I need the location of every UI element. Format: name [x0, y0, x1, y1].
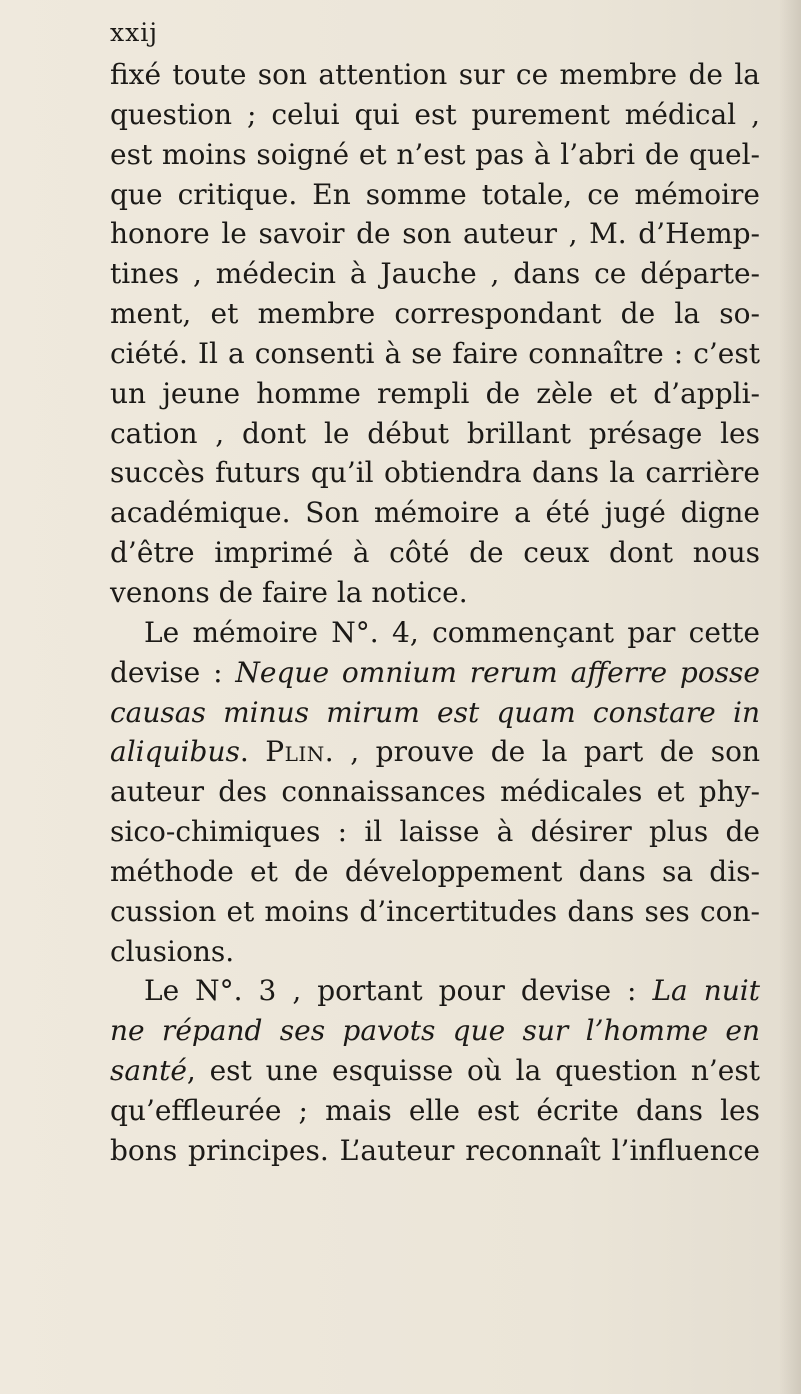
text-line: succès futurs qu’il obtiendra dans la carrière: [110, 456, 760, 490]
text-line: un jeune homme rempli de zèle et d’appli-: [110, 376, 760, 410]
text-line: d’être imprimé à côté de ceux dont nous: [110, 536, 760, 570]
text-line: aliquibus. Plin. , prouve de la part de son: [110, 735, 760, 769]
french-motto: La nuit: [652, 974, 761, 1008]
text-line: Le mémoire N°. 4, commençant par cette: [144, 615, 760, 649]
text-line: ciété. Il a consenti à se faire connaître : c’est: [110, 336, 760, 370]
french-motto-line: ne répand ses pavots que sur l’homme en: [110, 1014, 760, 1048]
french-motto: santé: [110, 1054, 187, 1088]
text-line: cussion et moins d’incertitudes dans ses con-: [110, 894, 760, 928]
text-line: auteur des connaissances médicales et phy-: [110, 775, 760, 809]
text-line: venons de faire la notice.: [110, 575, 468, 609]
page-edge-shadow: [779, 0, 801, 1394]
text-line: Le N°. 3 , portant pour devise : La nuit: [144, 974, 761, 1008]
author-citation: Plin: [265, 735, 325, 769]
text-line: est moins soigné et n’est pas à l’abri de quel-: [110, 137, 760, 171]
text-line: devise : Neque omnium rerum afferre posse: [110, 655, 760, 689]
latin-motto: aliquibus: [110, 735, 240, 769]
text-line: académique. Son mémoire a été jugé digne: [110, 496, 760, 530]
text-line: clusions.: [110, 934, 235, 968]
text-line: que critique. En somme totale, ce mémoire: [110, 177, 760, 211]
text-line: question ; celui qui est purement médical ,: [110, 97, 760, 131]
text-line: sico-chimiques : il laisse à désirer plus de: [110, 815, 760, 849]
text-line: tines , médecin à Jauche , dans ce départe-: [110, 257, 760, 291]
text-line: ment, et membre correspondant de la so-: [110, 297, 760, 331]
latin-motto: Neque omnium rerum afferre posse: [235, 655, 760, 689]
text-line: santé, est une esquisse où la question n’est: [110, 1054, 760, 1088]
text-line: honore le savoir de son auteur , M. d’Hemp-: [110, 217, 760, 251]
latin-motto-line: causas minus mirum est quam constare in: [110, 695, 760, 729]
text-line: méthode et de développement dans sa dis-: [110, 854, 760, 888]
text-line: qu’effleurée ; mais elle est écrite dans les: [110, 1093, 760, 1127]
text-line: bons principes. L’auteur reconnaît l’influence: [110, 1133, 760, 1167]
text-line: cation , dont le début brillant présage les: [110, 416, 760, 450]
body-text: [110, 55, 760, 1171]
page-number: xxij: [110, 18, 158, 47]
text-line: fixé toute son attention sur ce membre de la: [110, 58, 760, 91]
